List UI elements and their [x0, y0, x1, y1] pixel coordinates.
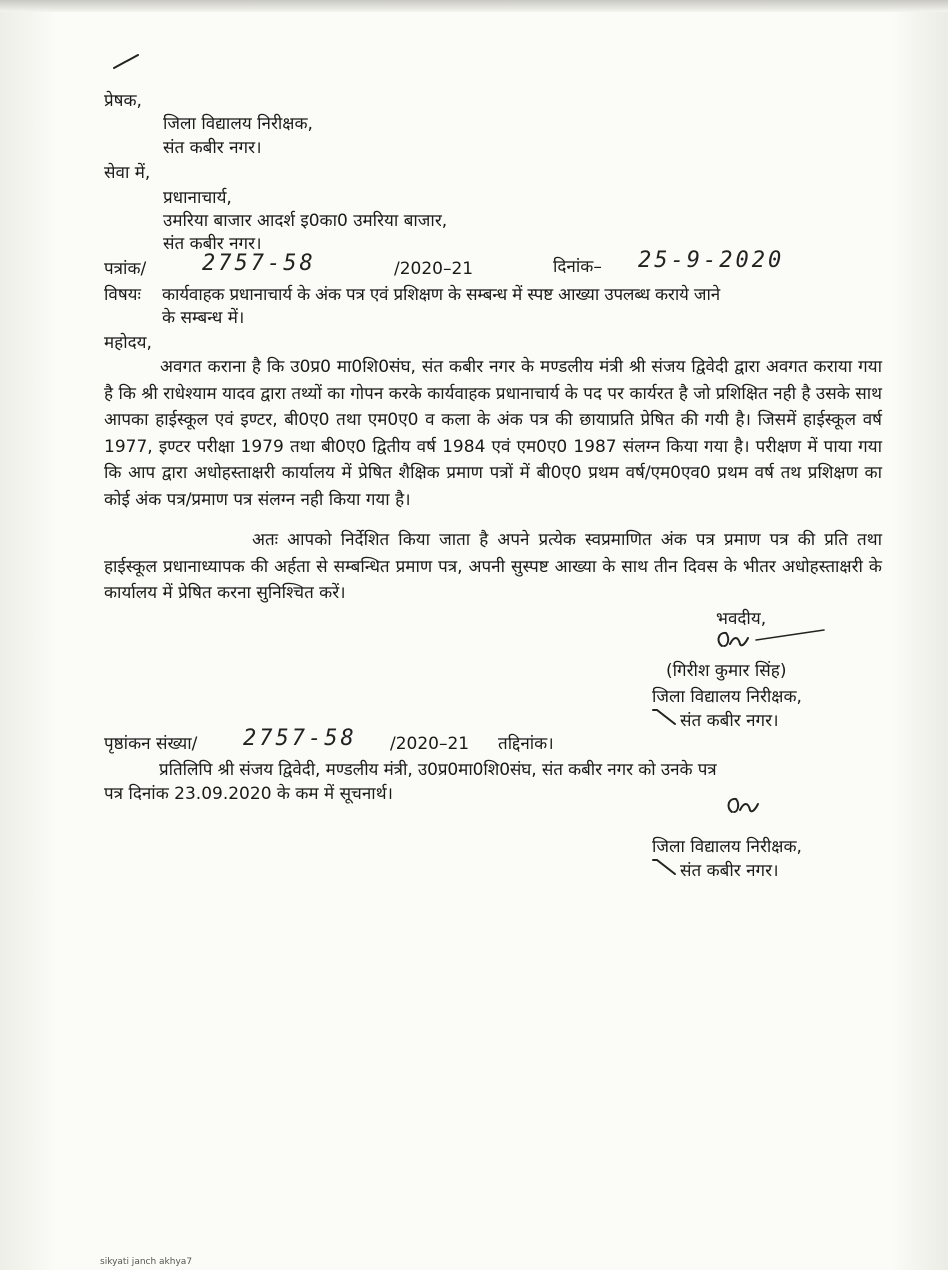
- signature-2-icon: [722, 794, 782, 820]
- ref-label: पत्रांक/: [104, 259, 147, 279]
- body-paragraph-2: अतः आपको निर्देशित किया जाता है अपने प्रत्येक स्वप्रमाणित अंक पत्र प्रमाण पत्र की प्रति तथा हाईस्कूल प्रधानाध्यापक की अर्हता से सम्बन्धित प्रमाण पत्र, अपनी सुस्पष्ट आख्या के साथ तीन दिवस के भीतर अधोहस्ताक्षरी के कार्यालय में प्रेषित करना सुनिश्चित करें।: [104, 530, 882, 603]
- recipient-school: उमरिया बाजार आदर्श इ0का0 उमरिया बाजार,: [163, 211, 448, 231]
- signatory-office: जिला विद्यालय निरीक्षक,: [652, 687, 802, 707]
- endorsement-date: तद्दिनांक।: [498, 734, 554, 754]
- recipient-title: प्रधानाचार्य,: [163, 188, 232, 208]
- ref-year: /2020–21: [394, 259, 474, 279]
- subject-line-2: के सम्बन्ध में।: [162, 308, 245, 328]
- sender-office: जिला विद्यालय निरीक्षक,: [163, 114, 313, 134]
- body-paragraph-1: अवगत कराना है कि उ0प्र0 मा0शि0संघ, संत कबीर नगर के मण्डलीय मंत्री श्री संजय द्विवेदी द्वारा अवगत कराया गया है कि श्री राधेश्याम यादव द्वारा तथ्यों का गोपन करके कार्यवाहक प्रधानाचार्य के पद पर कार्यरत है जो प्रशिक्षित नही है उसके साथ आपका हाईस्कूल एवं इण्टर, बी0ए0 तथा एम0ए0 व कला के अंक पत्र की छायाप्रति प्रेषित की गयी है। जिसमें हाईस्कूल वर्ष 1977, इण्टर परीक्षा 1979 तथा बी0ए0 द्वितीय वर्ष 1984 एवं एम0ए0 1987 संलग्न किया गया है। परीक्षण में पाया गया कि आप द्वारा अधोहस्ताक्षरी कार्यालय में प्रेषित शैक्षिक प्रमाण पत्रों में बी0ए0 प्रथम वर्ष/एम0एव0 प्रथम वर्ष तथ प्रशिक्षण का कोई अंक पत्र/प्रमाण पत्र संलग्न नही किया गया है।: [104, 357, 882, 510]
- ref-number-handwritten: 2757-58: [202, 251, 316, 276]
- sender-place: संत कबीर नगर।: [163, 138, 262, 158]
- footer-file-name: sikyati janch akhya7: [100, 1257, 193, 1267]
- signature-icon: [712, 626, 832, 654]
- pen-mark-icon: [112, 52, 142, 72]
- endorsement-number-handwritten: 2757-58: [243, 726, 357, 751]
- scan-edge-shadow: [0, 0, 948, 12]
- salutation: महोदय,: [104, 333, 152, 353]
- subject-label: विषयः: [104, 285, 141, 305]
- copy-line-2: पत्र दिनांक 23.09.2020 के कम में सूचनार्थ।: [104, 784, 393, 804]
- endorsement-label: पृष्ठांकन संख्या/: [104, 734, 198, 754]
- signatory-place: संत कबीर नगर।: [680, 711, 779, 731]
- signatory-name: (गिरीश कुमार सिंह): [666, 661, 787, 681]
- endorsement-year: /2020–21: [390, 734, 470, 754]
- recipient-place: संत कबीर नगर।: [163, 234, 262, 254]
- to-label: सेवा में,: [104, 163, 151, 183]
- subject-line-1: कार्यवाहक प्रधानाचार्य के अंक पत्र एवं प्रशिक्षण के सम्बन्ध में स्पष्ट आख्या उपलब्ध कराये जाने: [162, 285, 720, 305]
- signatory-2-office: जिला विद्यालय निरीक्षक,: [652, 837, 802, 857]
- date-label: दिनांक–: [553, 257, 602, 277]
- date-handwritten: 25-9-2020: [638, 248, 785, 273]
- copy-line-1: प्रतिलिपि श्री संजय द्विवेदी, मण्डलीय मंत्री, उ0प्र0मा0शि0संघ, संत कबीर नगर को उनके पत्र: [159, 760, 717, 780]
- sender-label: प्रेषक,: [104, 91, 142, 111]
- signatory-2-place: संत कबीर नगर।: [680, 861, 779, 881]
- closing: भवदीय,: [716, 609, 767, 629]
